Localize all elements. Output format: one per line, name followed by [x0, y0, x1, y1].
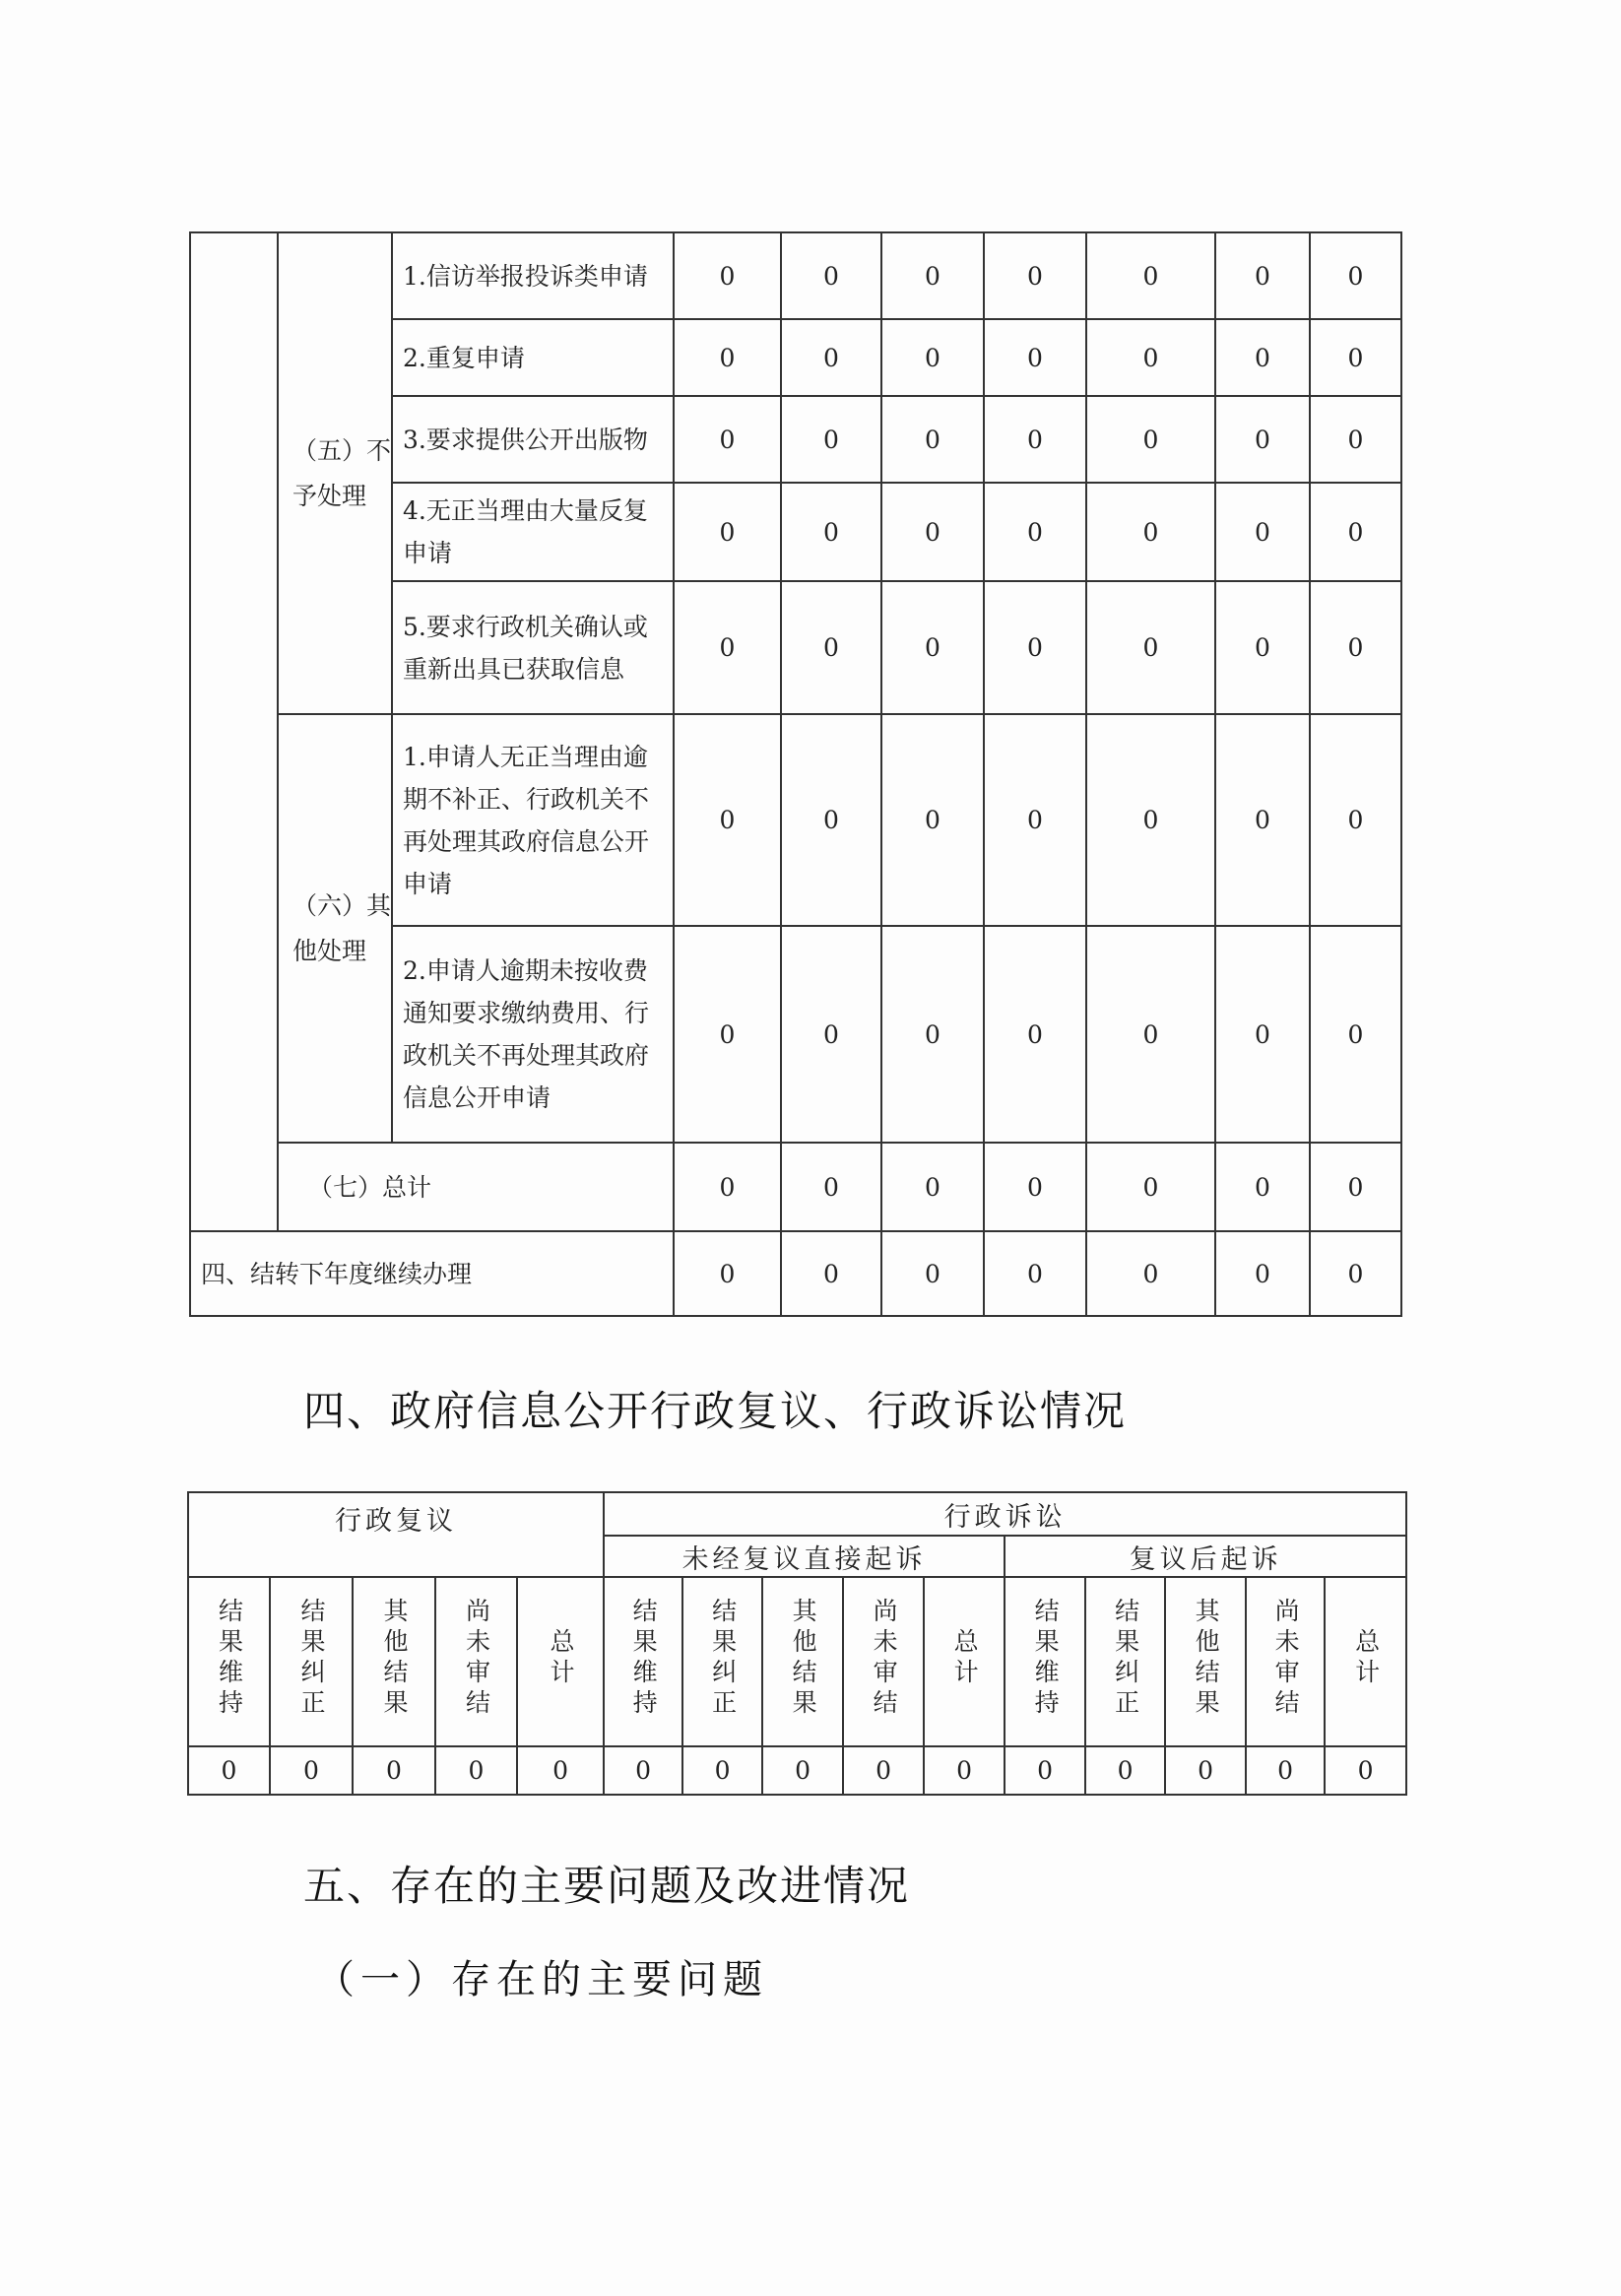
value-cell: 0 [188, 1746, 270, 1795]
value-cell: 0 [984, 581, 1086, 714]
value-cell: 0 [1310, 581, 1401, 714]
row-label: 2.重复申请 [392, 319, 674, 396]
category-not-process: （五）不予处理 [278, 232, 392, 714]
col-header: 其他结果 [353, 1577, 435, 1746]
col-header: 总计 [1325, 1577, 1406, 1746]
value-cell: 0 [1165, 1746, 1246, 1795]
value-cell: 0 [1086, 581, 1215, 714]
col-header: 总计 [924, 1577, 1005, 1746]
row-label: 3.要求提供公开出版物 [392, 396, 674, 483]
after-review-header: 复议后起诉 [1005, 1536, 1406, 1577]
col-header: 尚未审结 [435, 1577, 517, 1746]
blank-column [190, 232, 278, 1231]
value-cell: 0 [881, 232, 984, 319]
value-cell: 0 [881, 483, 984, 581]
value-cell: 0 [781, 396, 881, 483]
row-label: 1.申请人无正当理由逾期不补正、行政机关不再处理其政府信息公开申请 [392, 714, 674, 926]
value-cell: 0 [1086, 396, 1215, 483]
value-cell: 0 [881, 926, 984, 1143]
value-cell: 0 [1310, 483, 1401, 581]
value-cell: 0 [781, 1231, 881, 1316]
value-cell: 0 [1246, 1746, 1325, 1795]
value-cell: 0 [604, 1746, 682, 1795]
value-cell: 0 [1086, 926, 1215, 1143]
row-label: 2.申请人逾期未按收费通知要求缴纳费用、行政机关不再处理其政府信息公开申请 [392, 926, 674, 1143]
value-cell: 0 [881, 1231, 984, 1316]
col-header: 结果纠正 [270, 1577, 353, 1746]
col-header: 尚未审结 [843, 1577, 924, 1746]
value-cell: 0 [674, 319, 781, 396]
col-header: 总计 [517, 1577, 604, 1746]
value-cell: 0 [984, 319, 1086, 396]
value-cell: 0 [1215, 232, 1310, 319]
col-header: 结果纠正 [682, 1577, 762, 1746]
value-cell: 0 [984, 232, 1086, 319]
direct-suit-header: 未经复议直接起诉 [604, 1536, 1005, 1577]
value-cell: 0 [435, 1746, 517, 1795]
value-cell: 0 [674, 396, 781, 483]
value-cell: 0 [1085, 1746, 1165, 1795]
value-cell: 0 [1005, 1746, 1085, 1795]
value-cell: 0 [781, 232, 881, 319]
value-cell: 0 [1325, 1746, 1406, 1795]
value-cell: 0 [984, 1143, 1086, 1231]
row-label: 4.无正当理由大量反复申请 [392, 483, 674, 581]
value-cell: 0 [881, 714, 984, 926]
value-cell: 0 [1215, 581, 1310, 714]
value-cell: 0 [1215, 1143, 1310, 1231]
value-cell: 0 [353, 1746, 435, 1795]
category-other-process: （六）其他处理 [278, 714, 392, 1143]
value-cell: 0 [1310, 232, 1401, 319]
value-cell: 0 [1310, 1143, 1401, 1231]
section-4-title: 四、政府信息公开行政复议、行政诉讼情况 [303, 1387, 1128, 1435]
application-handling-table [189, 231, 1402, 1317]
value-cell: 0 [674, 483, 781, 581]
value-cell: 0 [1086, 1231, 1215, 1316]
value-cell: 0 [1310, 396, 1401, 483]
value-cell: 0 [762, 1746, 843, 1795]
row-label: 5.要求行政机关确认或重新出具已获取信息 [392, 581, 674, 714]
value-cell: 0 [984, 396, 1086, 483]
value-cell: 0 [674, 1143, 781, 1231]
subsection-1-title: （一）存在的主要问题 [315, 1957, 768, 2002]
review-litigation-table [187, 1491, 1407, 1796]
value-cell: 0 [674, 232, 781, 319]
col-header: 结果维持 [1005, 1577, 1085, 1746]
value-cell: 0 [1086, 483, 1215, 581]
litigation-header: 行政诉讼 [604, 1492, 1406, 1536]
section-5-title: 五、存在的主要问题及改进情况 [303, 1862, 911, 1910]
col-header: 尚未审结 [1246, 1577, 1325, 1746]
value-cell: 0 [1310, 1231, 1401, 1316]
value-cell: 0 [682, 1746, 762, 1795]
value-cell: 0 [517, 1746, 604, 1795]
value-cell: 0 [1215, 396, 1310, 483]
value-cell: 0 [1310, 319, 1401, 396]
value-cell: 0 [1086, 714, 1215, 926]
value-cell: 0 [984, 483, 1086, 581]
value-cell: 0 [781, 714, 881, 926]
col-header: 其他结果 [762, 1577, 843, 1746]
value-cell: 0 [924, 1746, 1005, 1795]
value-cell: 0 [674, 1231, 781, 1316]
value-cell: 0 [881, 319, 984, 396]
value-cell: 0 [270, 1746, 353, 1795]
value-cell: 0 [1086, 1143, 1215, 1231]
col-header: 结果维持 [188, 1577, 270, 1746]
carry-over-label: 四、结转下年度继续办理 [190, 1231, 674, 1316]
value-cell: 0 [781, 581, 881, 714]
value-cell: 0 [781, 483, 881, 581]
value-cell: 0 [781, 1143, 881, 1231]
value-cell: 0 [674, 581, 781, 714]
col-header: 结果纠正 [1085, 1577, 1165, 1746]
value-cell: 0 [1215, 319, 1310, 396]
value-cell: 0 [881, 1143, 984, 1231]
col-header: 其他结果 [1165, 1577, 1246, 1746]
value-cell: 0 [1215, 714, 1310, 926]
value-cell: 0 [881, 581, 984, 714]
value-cell: 0 [881, 396, 984, 483]
value-cell: 0 [984, 926, 1086, 1143]
col-header: 结果维持 [604, 1577, 682, 1746]
value-cell: 0 [843, 1746, 924, 1795]
value-cell: 0 [1310, 926, 1401, 1143]
value-cell: 0 [781, 926, 881, 1143]
value-cell: 0 [674, 926, 781, 1143]
value-cell: 0 [984, 1231, 1086, 1316]
row-label: 1.信访举报投诉类申请 [392, 232, 674, 319]
value-cell: 0 [1310, 714, 1401, 926]
value-cell: 0 [984, 714, 1086, 926]
total-label: （七）总计 [278, 1143, 674, 1231]
value-cell: 0 [1215, 926, 1310, 1143]
review-header: 行政复议 [188, 1492, 604, 1577]
value-cell: 0 [1086, 232, 1215, 319]
value-cell: 0 [1215, 1231, 1310, 1316]
value-cell: 0 [674, 714, 781, 926]
value-cell: 0 [1086, 319, 1215, 396]
value-cell: 0 [1215, 483, 1310, 581]
value-cell: 0 [781, 319, 881, 396]
